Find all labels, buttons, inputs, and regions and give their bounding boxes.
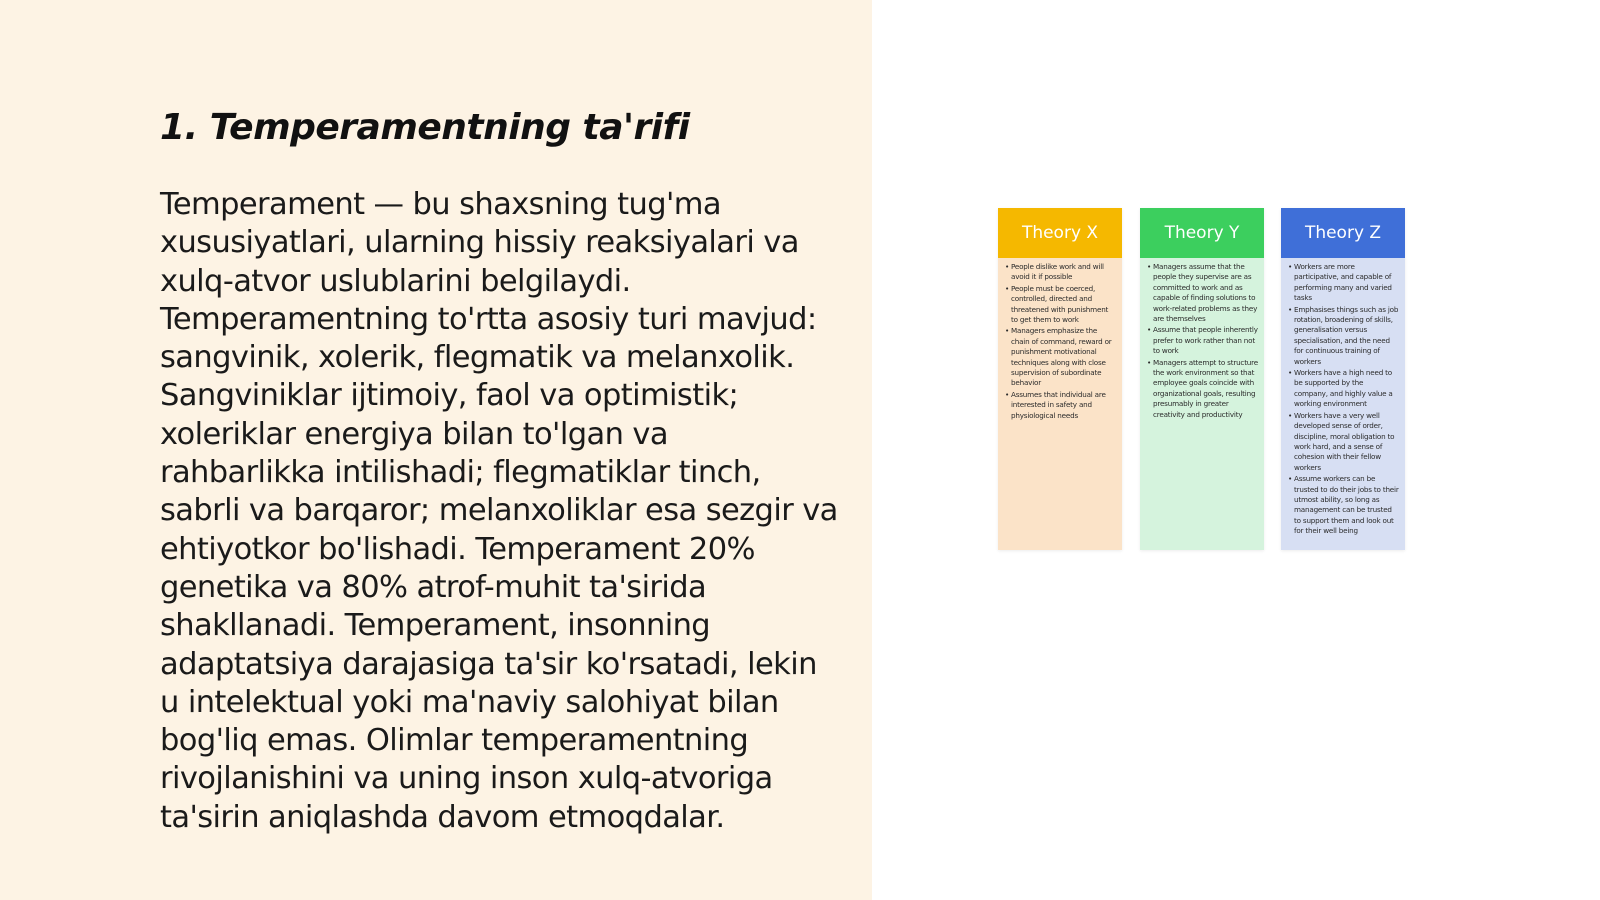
- list-item: • People dislike work and will avoid it if possible: [1005, 262, 1116, 283]
- theory-y-body: [1140, 258, 1264, 550]
- theory-y-list: [1147, 262, 1258, 420]
- theory-x-column: [998, 208, 1122, 550]
- slide-body-text: Temperament — bu shaxsning tug'ma xususiyatlari, ularning hissiy reaksiyalari va xulq-atvor uslublarini belgilaydi. Temperamentning to'rtta asosiy turi mavjud: sangvinik, xolerik, flegmatik va melanxolik. Sangviniklar ijtimoiy, faol va optimistik; xoleriklar energiya bilan to'lgan va rahbarlikka intilishadi; flegmatiklar tinch, sabrli va barqaror; melanxoliklar esa sezgir va ehtiyotkor bo'lishadi. Temperament 20% genetika va 80% atrof-muhit ta'sirida shakllanadi. Temperament, insonning adaptatsiya darajasiga ta'sir ko'rsatadi, lekin u intelektual yoki ma'naviy salohiyat bilan bog'liq emas. Olimlar temperamentning rivojlanishini va uning inson xulq-atvoriga ta'sirin aniqlashda davom etmoqdalar.: [160, 187, 838, 835]
- theory-x-header: Theory X: [998, 208, 1122, 258]
- list-item: • Assume that people inherently prefer to work rather than not to work: [1147, 325, 1258, 356]
- list-item: • Managers emphasize the chain of command, reward or punishment motivational techniques along with close supervision of subordinate behavior: [1005, 326, 1116, 388]
- slide-title: 1. Temperamentning ta'rifi: [160, 107, 690, 148]
- list-item: • Workers have a high need to be supported by the company, and highly value a working environment: [1288, 368, 1399, 410]
- theory-x-list: [1005, 262, 1116, 421]
- list-item: • Emphasises things such as job rotation, broadening of skills, generalisation versus specialisation, and the need for continuous training of workers: [1288, 305, 1399, 367]
- theory-z-header: Theory Z: [1281, 208, 1405, 258]
- theory-xyz-figure: [998, 208, 1408, 550]
- theory-y-header: Theory Y: [1140, 208, 1264, 258]
- list-item: • Managers assume that the people they supervise are as committed to work and as capable of finding solutions to work-related problems as they are themselves: [1147, 262, 1258, 324]
- list-item: • Assume workers can be trusted to do their jobs to their utmost ability, so long as management can be trusted to support them and look out for their well being: [1288, 474, 1399, 536]
- theory-z-list: [1288, 262, 1399, 537]
- list-item: • Workers have a very well developed sense of order, discipline, moral obligation to work hard, and a sense of cohesion with their fellow workers: [1288, 411, 1399, 473]
- list-item: • Assumes that individual are interested in safety and physiological needs: [1005, 390, 1116, 421]
- theory-z-body: [1281, 258, 1405, 550]
- theory-y-column: [1140, 208, 1264, 550]
- theory-x-body: [998, 258, 1122, 550]
- theory-z-column: [1281, 208, 1405, 550]
- list-item: • Managers attempt to structure the work environment so that employee goals coincide with organizational goals, resulting presumably in greater creativity and productivity: [1147, 358, 1258, 420]
- list-item: • People must be coerced, controlled, directed and threatened with punishment to get them to work: [1005, 284, 1116, 326]
- list-item: • Workers are more participative, and capable of performing many and varied tasks: [1288, 262, 1399, 304]
